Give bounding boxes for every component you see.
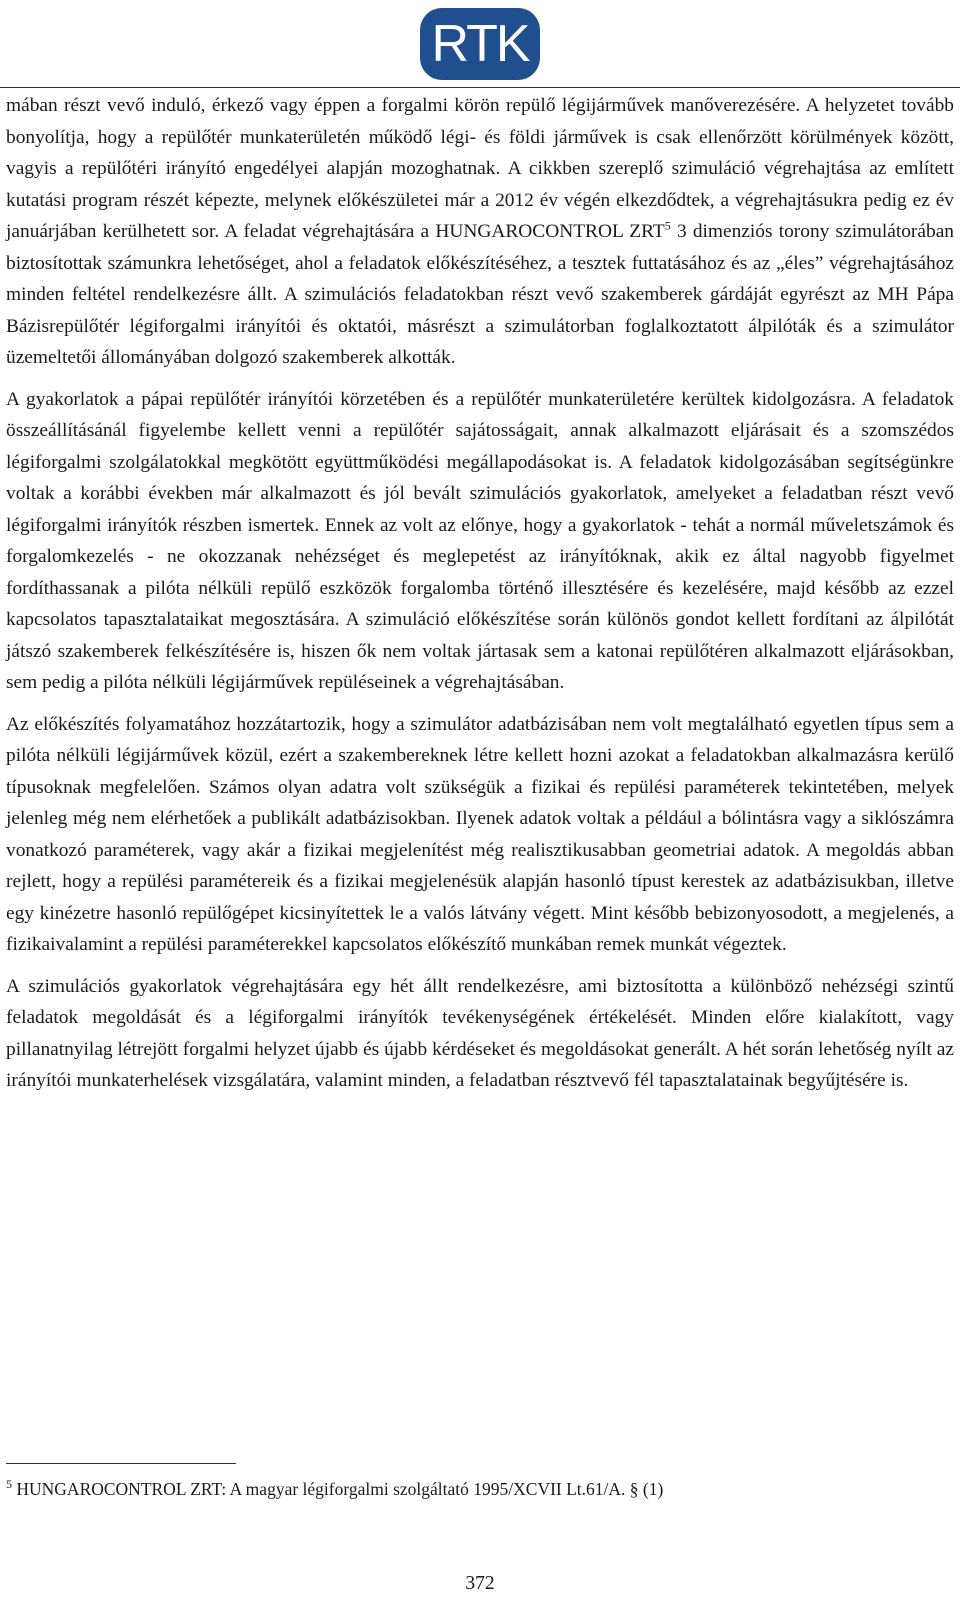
- paragraph-3: Az előkészítés folyamatához hozzátartozik, hogy a szimulátor adatbázisában nem volt megtalálható egyetlen típus sem a pilóta nélküli légijárművek közül, ezért a szakembereknek létre kellett hozni azokat a feladatokban alkalmazásra kerülő típusoknak megfelelően. Számos olyan adatra volt szükségük a fizikai és repülési paraméterek tekintetében, melyek jelenleg még nem elérhetőek a publikált adatbázisokban. Ilyenek adatok voltak a például a bólintásra vagy a siklószámra vonatkozó paraméterek, vagy akár a fizikai megjelenítést még realisztikusabban geometriai adatok. A megoldás abban rejlett, hogy a repülési paramétereik és a fizikai megjelenésük alapján hasonló típust kerestek az adatbázisukban, illetve egy kinézetre hasonló repülőgépet kicsinyítettek le a valós látvány végett. Mint később bebizonyosodott, a megjelenés, a fizikaivalamint a repülési paraméterekkel kapcsolatos előkészítő munkában remek munkát végeztek.: [6, 713, 954, 955]
- footnote: [6, 1478, 946, 1500]
- footnote-mark: 5: [6, 1477, 12, 1492]
- footnote-rule: [6, 1463, 236, 1464]
- paragraph-4: A szimulációs gyakorlatok végrehajtására egy hét állt rendelkezésre, ami biztosította a különböző nehézségi szintű feladatok megoldását és a légiforgalmi irányítók tevékenységének értékelését. Minden előre kialakított, vagy pillanatnyilag létrejött forgalmi helyzet újabb és újabb kérdéseket és megoldásokat generált. A hét során lehetőség nyílt az irányítói munkaterhelések vizsgálatára, valamint minden, a feladatban résztvevő fél tapasztalatainak begyűjtésére is.: [6, 975, 954, 1091]
- paragraph-1-text-cont: 3 dimenziós torony szimulátorában biztosítottak számunkra lehetőséget, ahol a feladatok előkészítéséhez, a tesztek futtatásához és az „éles” végrehajtásához minden feltétel rendelkezésre állt. A szimulációs feladatokban részt vevő szakemberek gárdáját egyrészt az MH Pápa Bázisrepülőtér légiforgalmi irányítói és oktatói, másrészt a szimulátorban foglalkoztatott álpilóták és a szimulátor üzemeltetői állományában dolgozó szakemberek alkották.: [6, 221, 954, 368]
- header-rule: [0, 87, 960, 88]
- footnote-text: HUNGAROCONTROL ZRT: A magyar légiforgalmi szolgáltató 1995/XCVII Lt.61/A. § (1): [12, 1479, 664, 1499]
- paragraph-2: A gyakorlatok a pápai repülőtér irányítói körzetében és a repülőtér munkaterületére kerültek kidolgozásra. A feladatok összeállításánál figyelembe kellett venni a repülőtér sajátosságait, annak alkalmazott eljárásait és a szomszédos légiforgalmi szolgálatokkal megkötött együttműködési megállapodásokat is. A feladatok kidolgozásában segítségünkre voltak a korábbi években már alkalmazott és jól bevált szimulációs gyakorlatok, amelyeket a feladatban részt vevő légiforgalmi irányítók részben ismertek. Ennek az volt az előnye, hogy a gyakorlatok - tehát a normál műveletszámok és forgalomkezelés - ne okozzanak nehézséget és meglepetést az irányítóknak, akik ez által nagyobb figyelmet fordíthassanak a pilóta nélküli repülő eszközök forgalomba történő illesztésére és kezelésére, majd később az ezzel kapcsolatos tapasztalataikat megosztására. A szimuláció előkészítése során különös gondot kellett fordítani az álpilótát játszó szakemberek felkészítésére is, hiszen ők nem voltak jártasak sem a katonai repülőtéren alkalmazott eljárásokban, sem pedig a pilóta nélküli légijárművek repüléseinek a végrehajtásában.: [6, 388, 954, 693]
- rtk-logo: [420, 8, 540, 80]
- paragraph-1: [6, 90, 954, 374]
- page-number: 372: [465, 1573, 495, 1594]
- footnote-ref-5[interactable]: 5: [664, 218, 671, 233]
- paragraph-1-text: mában részt vevő induló, érkező vagy éppen a forgalmi körön repülő légijárművek manőverezésére. A helyzetet tovább bonyolítja, hogy a repülőtér munkaterületén működő légi- és földi járművek is csak ellenőrzött körülmények között, vagyis a repülőtéri irányító engedélyei alapján mozoghatnak. A cikkben szereplő szimuláció végrehajtása az említett kutatási program részét képezte, melynek előkészületei már a 2012 év végén elkezdődtek, a végrehajtásukra pedig ez év januárjában kerülhetett sor. A feladat végrehajtására a HUNGAROCONTROL ZRT: [6, 95, 954, 242]
- logo-text: RTK: [431, 15, 529, 73]
- body-text: [6, 90, 954, 1107]
